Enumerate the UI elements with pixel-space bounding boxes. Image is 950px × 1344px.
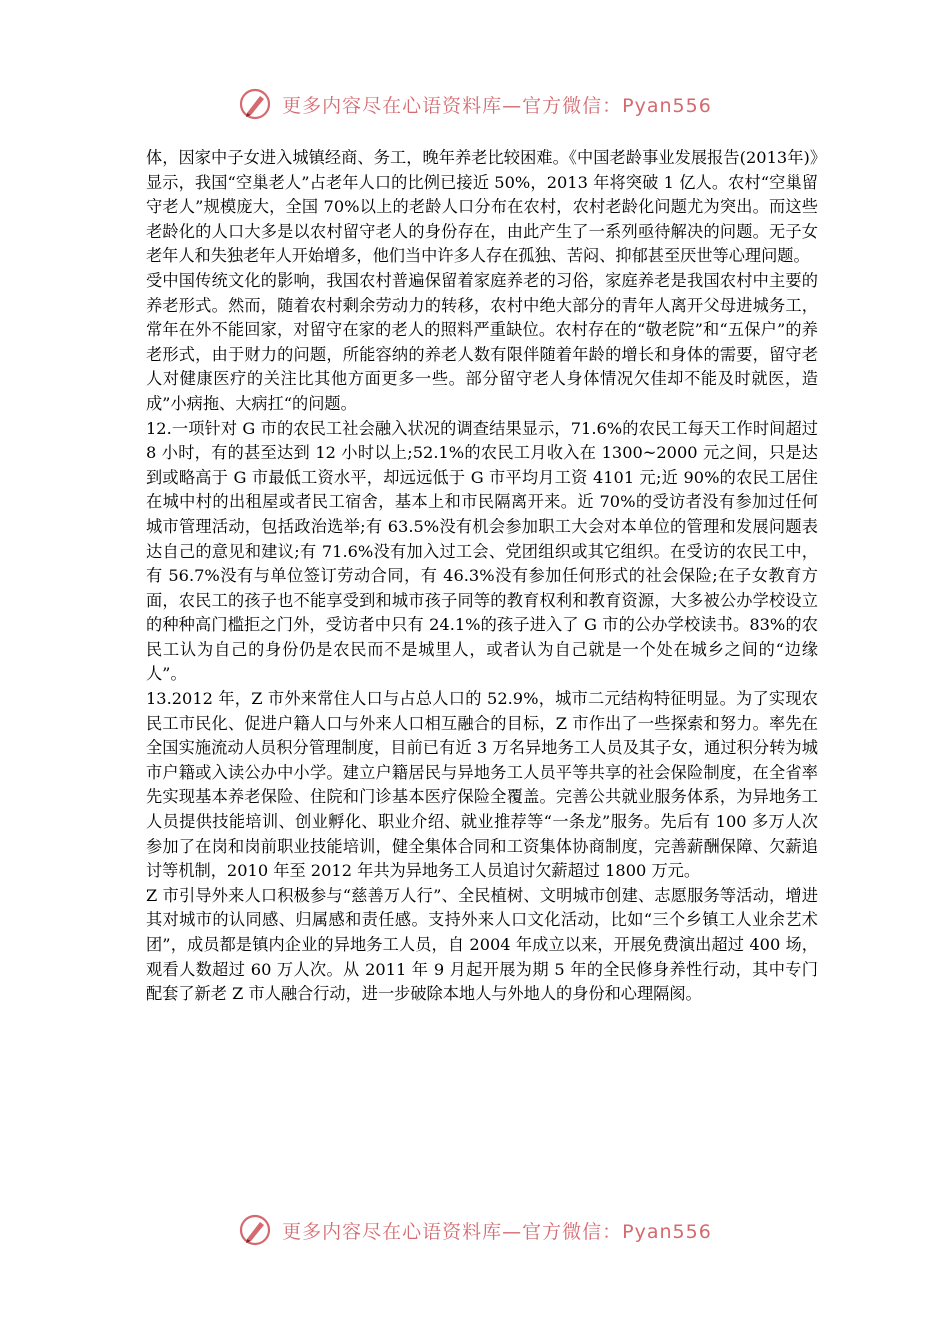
footer-banner-text: 更多内容尽在心语资料库—官方微信：Pyan556: [282, 1220, 712, 1243]
paragraph-5: Z 市引导外来人口积极参与“慈善万人行”、全民植树、文明城市创建、志愿服务等活动，增进其对城市的认同感、归属感和责任感。支持外来人口文化活动，比如“三个乡镇工人业余艺术团”，成员都是镇内企业的异地务工人员，自 2004 年成立以来，开展免费演出超过 400 场，观看人数超过 60 万人次。从 2011 年 9 月起开展为期 5 年的全民修身养性行动，其中专门配套了新老 Z 市人融合行动，进一步破除本地人与外地人的身份和心理隔阂。: [146, 885, 818, 1004]
pen-logo-icon: [238, 87, 272, 121]
header-banner: [0, 84, 950, 124]
paragraph-2: 受中国传统文化的影响，我国农村普遍保留着家庭养老的习俗，家庭养老是我国农村中主要的养老形式。然而，随着农村剩余劳动力的转移，农村中绝大部分的青年人离开父母进城务工，常年在外不能回家，对留守在家的老人的照料严重缺位。农村存在的“敬老院”和“五保户”的养老形式，由于财力的问题，所能容纳的养老人数有限伴随着年龄的增长和身体的需要，留守老人对健康医疗的关注比其他方面更多一些。部分留守老人身体情况欠佳却不能及时就医，造成”小病拖、大病扛“的问题。: [146, 270, 818, 413]
document-body: [146, 146, 818, 1007]
header-banner-text: 更多内容尽在心语资料库—官方微信：Pyan556: [282, 94, 712, 117]
paragraph-4: 13.2012 年，Z 市外来常住人口与占总人口的 52.9%，城市二元结构特征明显。为了实现农民工市民化、促进户籍人口与外来人口相互融合的目标，Z 市作出了一些探索和努力。率先在全国实施流动人员积分管理制度，目前已有近 3 万名异地务工人员及其子女，通过积分转为城市户籍或入读公办中小学。建立户籍居民与异地务工人员平等共享的社会保险制度，在全省率先实现基本养老保险、住院和门诊基本医疗保险全覆盖。完善公共就业服务体系，为异地务工人员提供技能培训、创业孵化、职业介绍、就业推荐等“一条龙”服务。先后有 100 多万人次参加了在岗和岗前职业技能培训，健全集体合同和工资集体协商制度，完善薪酬保障、欠薪追讨等机制，2010 年至 2012 年共为异地务工人员追讨欠薪超过 1800 万元。: [146, 689, 818, 881]
paragraph-3: 12.一项针对 G 市的农民工社会融入状况的调查结果显示，71.6%的农民工每天工作时间超过 8 小时，有的甚至达到 12 小时以上;52.1%的农民工月收入在 1300~2000 元之间，只是达到或略高于 G 市最低工资水平，却远远低于 G 市平均月工资 4101 元;近 90%的农民工居住在城中村的出租屋或者民工宿舍，基本上和市民隔离开来。近 70%的受访者没有参加过任何城市管理活动，包括政治选举;有 63.5%没有机会参加职工大会对本单位的管理和发展问题表达自己的意见和建议;有 71.6%没有加入过工会、党团组织或其它组织。在受访的农民工中，有 56.7%没有与单位签订劳动合同，有 46.3%没有参加任何形式的社会保险;在子女教育方面，农民工的孩子也不能享受到和城市孩子同等的教育权利和教育资源，大多被公办学校设立的种种高门槛拒之门外，受访者中只有 24.1%的孩子进入了 G 市的公办学校读书。83%的农民工认为自己的身份仍是农民而不是城里人，或者认为自己就是一个处在城乡之间的“边缘人”。: [146, 418, 818, 684]
paragraph-1: 体，因家中子女进入城镇经商、务工，晚年养老比较困难。《中国老龄事业发展报告(2013年)》显示，我国“空巢老人”占老年人口的比例已接近 50%，2013 年将突破 1 亿人。农村“空巢留守老人”规模庞大，全国 70%以上的老龄人口分布在农村，农村老龄化问题尤为突出。而这些老龄化的人口大多是以农村留守老人的身份存在，由此产生了一系列亟待解决的问题。无子女老年人和失独老年人开始增多，他们当中许多人存在孤独、苦闷、抑郁甚至厌世等心理问题。: [146, 148, 818, 266]
pen-logo-icon: [238, 1213, 272, 1247]
footer-banner: [0, 1210, 950, 1250]
